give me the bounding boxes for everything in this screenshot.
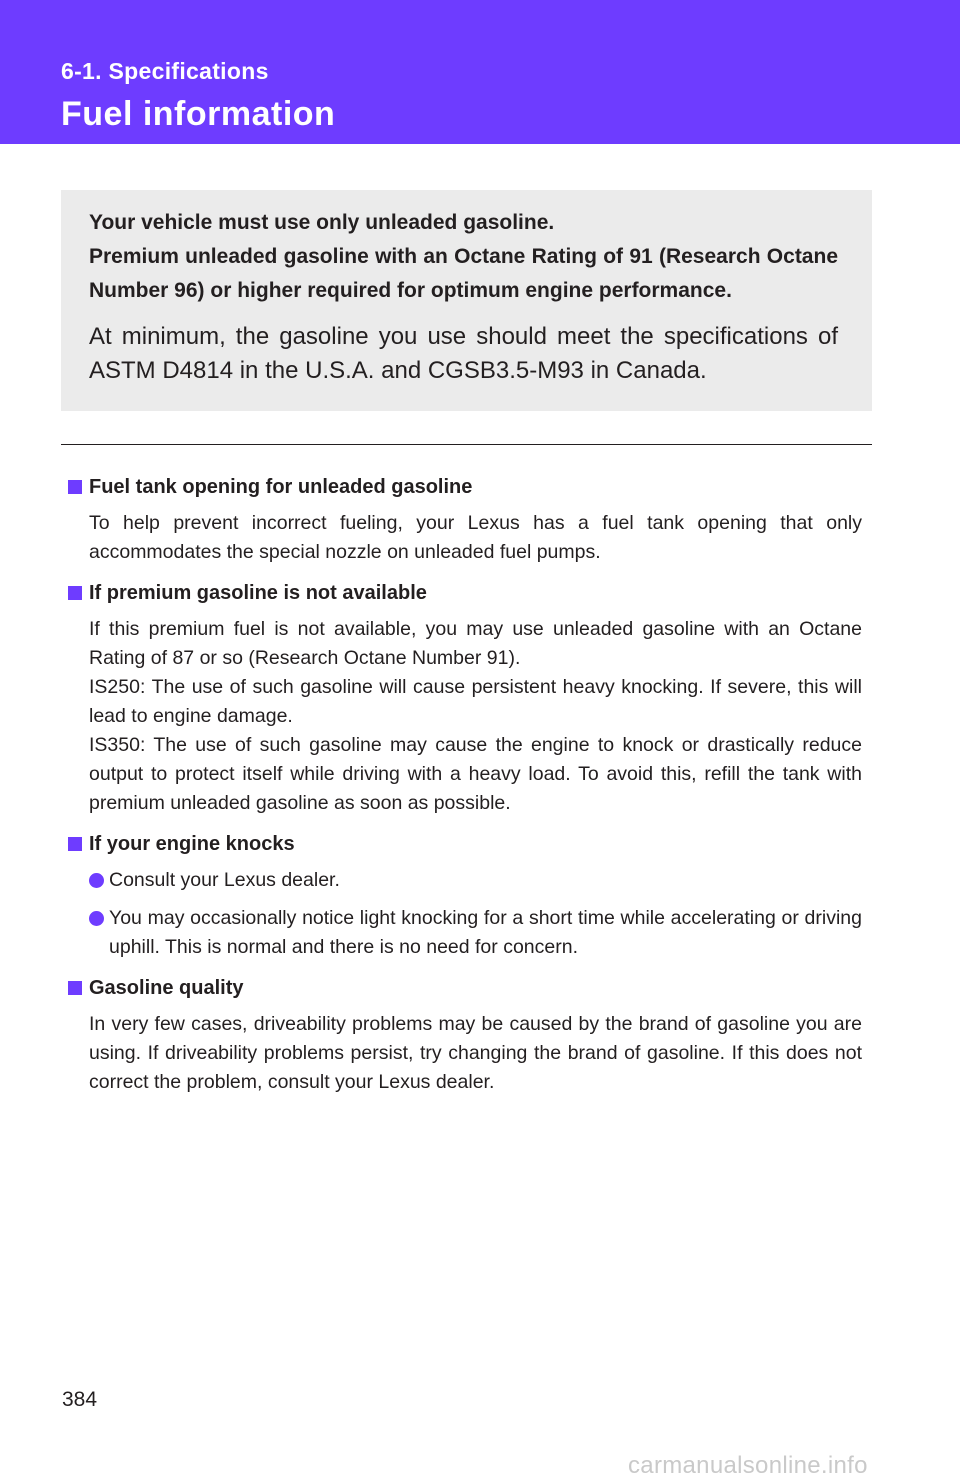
page-number: 384: [62, 1388, 98, 1411]
page-header: [0, 0, 960, 144]
section-body-premium-is350: IS350: The use of such gasoline may cause the engine to knock or drastically reduce output to protect itself while driving with a heavy load. To avoid this, refill the tank with premium unleaded gasoline as soon as possible.: [89, 734, 862, 814]
section-number: 6-1. Specifications: [61, 58, 269, 84]
round-bullet-icon: [89, 911, 104, 926]
content: [68, 472, 862, 1108]
list-item: [89, 866, 862, 895]
section-heading-label: If your engine knocks: [89, 833, 295, 855]
watermark: carmanualsonline.info: [628, 1452, 868, 1479]
section-body-premium-1: If this premium fuel is not available, you may use unleaded gasoline with an Octane Rating of 87 or so (Research Octane Number 91).: [89, 618, 862, 669]
divider: [61, 444, 872, 445]
section-heading-fuel-tank: [68, 472, 862, 502]
section-body-fuel-tank: To help prevent incorrect fueling, your Lexus has a fuel tank opening that only accommodates the special nozzle on unleaded fuel pumps.: [89, 512, 862, 563]
section-body-quality: In very few cases, driveability problems may be caused by the brand of gasoline you are using. If driveability problems persist, try changing the brand of gasoline. If this does not correct the problem, consult your Lexus dealer.: [89, 1013, 862, 1093]
summary-specification: At minimum, the gasoline you use should meet the specifications of ASTM D4814 in the U.S.A. and CGSB3.5-M93 in Canada.: [89, 323, 838, 384]
summary-octane-requirement: Premium unleaded gasoline with an Octane Rating of 91 (Research Octane Number 96) or higher required for optimum engine performance.: [89, 245, 838, 302]
section-heading-label: Fuel tank opening for unleaded gasoline: [89, 476, 473, 498]
section-heading-label: Gasoline quality: [89, 977, 244, 999]
list-item-text: Consult your Lexus dealer.: [109, 869, 340, 891]
summary-box: [61, 190, 872, 411]
square-bullet-icon: [68, 480, 82, 494]
section-heading-quality: [68, 973, 862, 1003]
section-heading-label: If premium gasoline is not available: [89, 582, 427, 604]
list-item: [89, 904, 862, 962]
section-heading-premium: [68, 578, 862, 608]
summary-unleaded-requirement: Your vehicle must use only unleaded gasoline.: [89, 211, 555, 234]
section-body-premium-is250: IS250: The use of such gasoline will cause persistent heavy knocking. If severe, this will lead to engine damage.: [89, 676, 862, 727]
round-bullet-icon: [89, 873, 104, 888]
square-bullet-icon: [68, 837, 82, 851]
page-title: Fuel information: [61, 95, 336, 133]
square-bullet-icon: [68, 586, 82, 600]
list-item-text: You may occasionally notice light knocking for a short time while accelerating or driving uphill. This is normal and there is no need for concern.: [109, 907, 862, 958]
square-bullet-icon: [68, 981, 82, 995]
section-heading-knocks: [68, 829, 862, 859]
